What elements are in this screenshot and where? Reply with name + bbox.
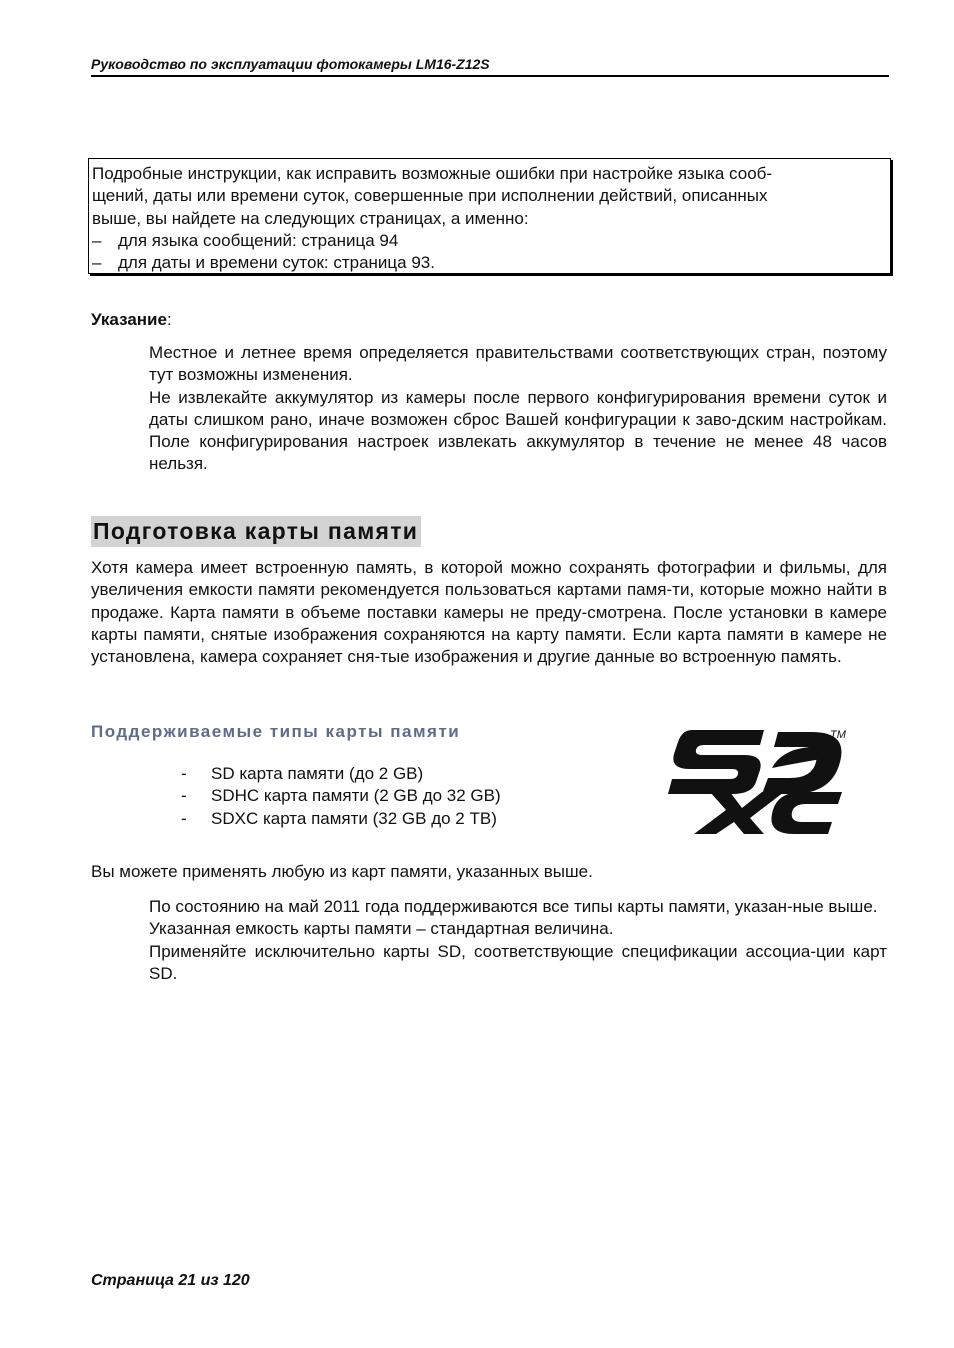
list-item: [181, 785, 501, 807]
note-body: [149, 342, 887, 476]
page-number: Страница 21 из 120: [91, 1272, 250, 1289]
list-item: [181, 763, 501, 785]
note-heading-colon: :: [166, 310, 172, 329]
section-title: Подготовка карты памяти: [91, 516, 421, 547]
usage-line: Вы можете применять любую из карт памяти, указанных выше.: [91, 862, 593, 881]
list-item-text: SD карта памяти (до 2 GB): [211, 764, 424, 783]
info-item-text: для даты и времени суток: страница 93.: [118, 253, 435, 273]
bullet-marker: -: [181, 786, 187, 806]
info-item: [92, 252, 882, 274]
document-title: Руководство по эксплуатации фотокамеры LM16-Z12S: [91, 56, 490, 72]
list-item-text: SDXC карта памяти (32 GB до 2 TB): [211, 808, 497, 828]
footnote-body: [149, 896, 887, 985]
info-item: [92, 230, 882, 252]
footnote-paragraph: Применяйте исключительно карты SD, соответствующие спецификации ассоциа-ции карт SD.: [149, 941, 887, 983]
info-line: щений, даты или времени суток, совершенные при исполнении действий, описанных: [92, 186, 768, 206]
info-item-text: для языка сообщений: страница 94: [118, 230, 399, 250]
page-header: [91, 55, 889, 77]
info-line: Подробные инструкции, как исправить возможные ошибки при настройке языка сооб-: [92, 164, 773, 183]
note-paragraph: Не извлекайте аккумулятор из камеры после первого конфигурирования времени суток и даты слишком рано, иначе возможен сброс Вашей конфигурации к заво-дским настройкам. Поле конфигурирования настроек извлекать аккумулятор в течение не менее 48 часов нельзя.: [149, 387, 887, 474]
info-box: [88, 158, 891, 274]
section-body: Хотя камера имеет встроенную память, в которой можно сохранять фотографии и фильмы, для увеличения емкости памяти рекомендуется пользоваться картами памя-ти, которые можно найти в продаже. Карта памяти в объеме поставки камеры не преду-смотрена. После установки в камере карты памяти, снятые изображения сохраняются на карту памяти. Если карта памяти в камере не установлена, камера сохраняет сня-тые изображения и другие данные во встроенную память.: [91, 558, 887, 667]
footnote-paragraph: Указанная емкость карты памяти – стандартная величина.: [149, 919, 614, 939]
dash-marker: –: [92, 230, 102, 250]
footnote-paragraph: По состоянию на май 2011 года поддерживаются все типы карты памяти, указан-ные выше.: [149, 897, 878, 916]
dash-marker: –: [92, 253, 102, 273]
sdxc-logo-icon: [652, 722, 852, 836]
info-line: выше, вы найдете на следующих страницах, а именно:: [92, 208, 529, 228]
bullet-marker: -: [181, 808, 187, 828]
card-types-list: [181, 763, 501, 830]
note-heading-label: Указание: [91, 310, 167, 329]
card-types-title: Поддерживаемые типы карты памяти: [91, 722, 461, 741]
xc-mark: [694, 792, 842, 834]
list-item-text: SDHC карта памяти (2 GB до 32 GB): [211, 786, 501, 806]
bullet-marker: -: [181, 764, 187, 783]
note-paragraph: Местное и летнее время определяется правительствами соответствующих стран, поэтому тут возможны изменения.: [149, 343, 887, 385]
trademark-label: TM: [830, 729, 846, 741]
sd-mark: [668, 730, 841, 794]
list-item: [181, 808, 501, 830]
note-heading: [91, 309, 172, 331]
